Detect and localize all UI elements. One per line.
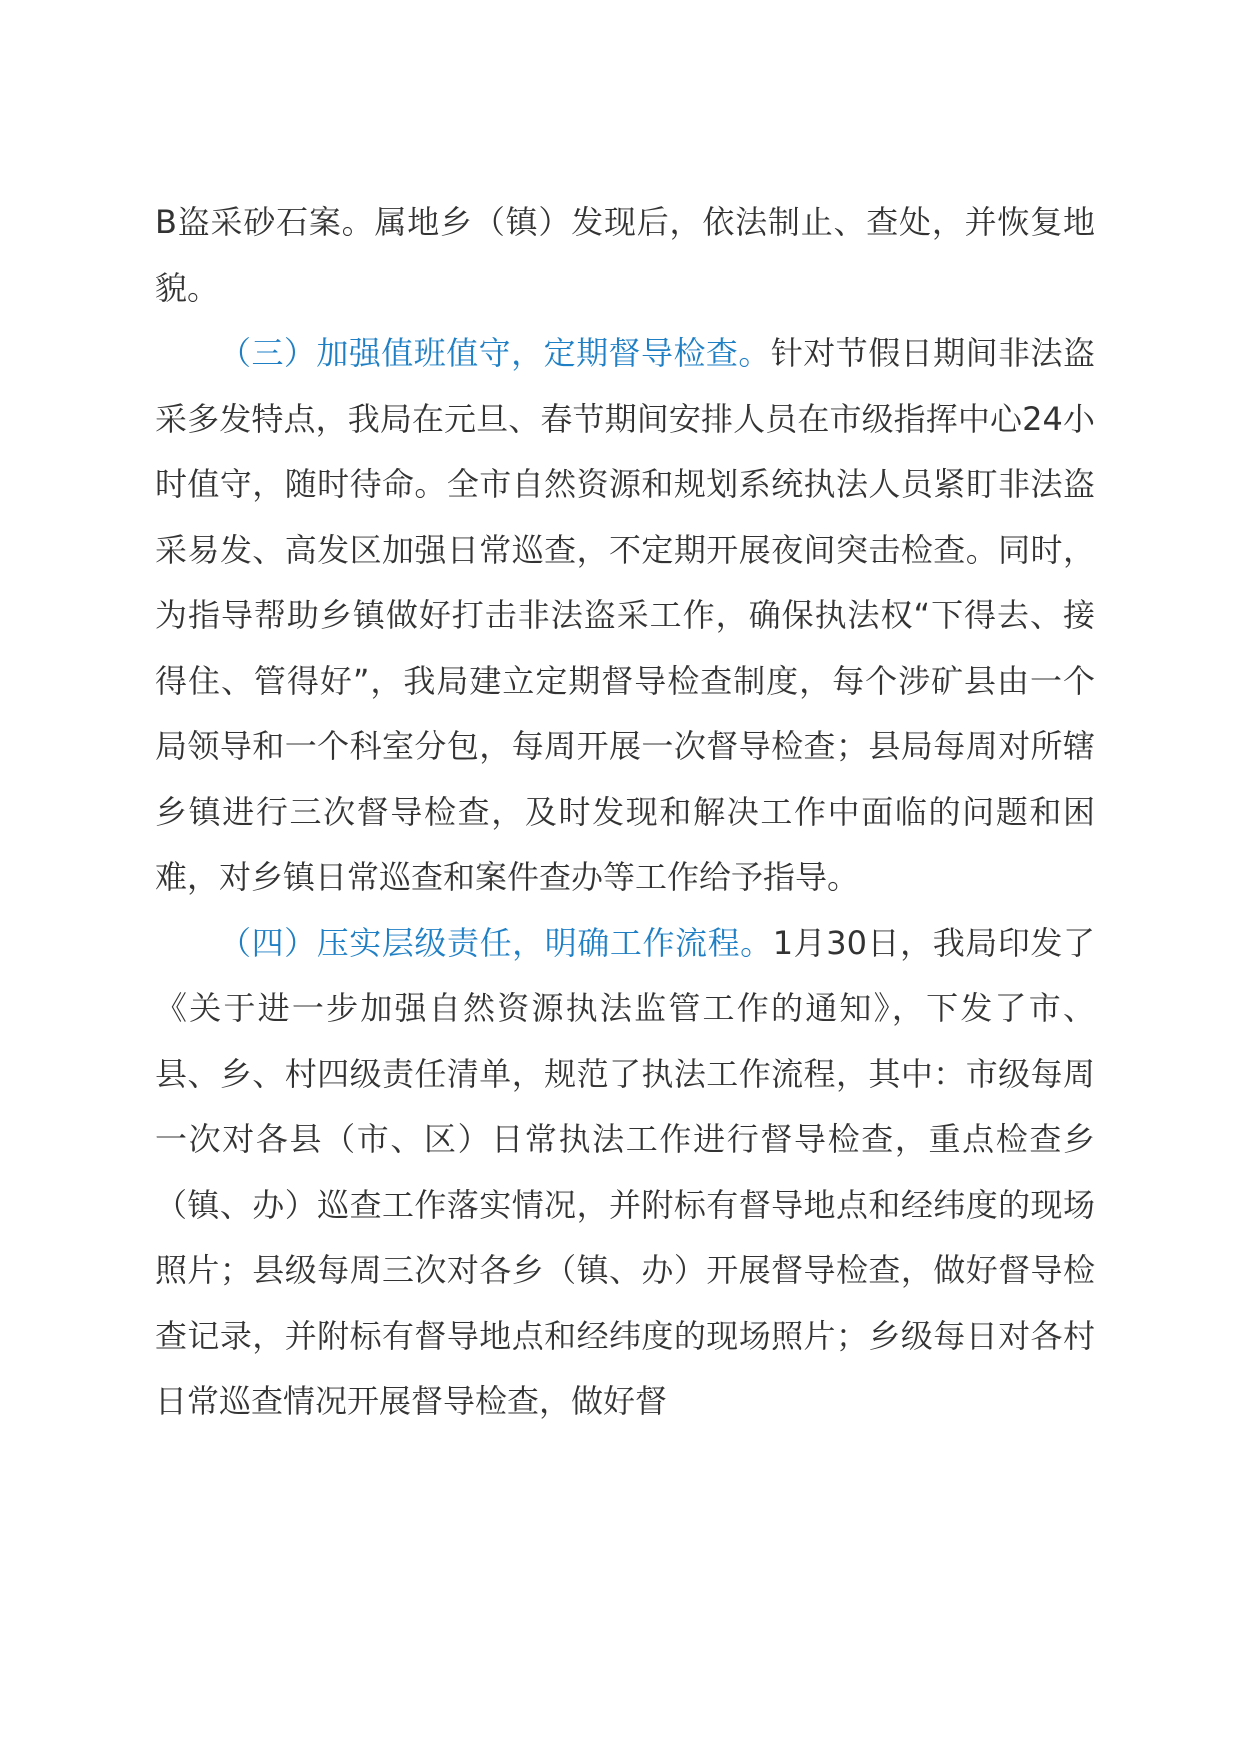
paragraph-3-body: 1月30日，我局印发了《关于进一步加强自然资源执法监管工作的通知》，下发了市、县、乡、村四级责任清单，规范了执法工作流程，其中：市级每周一次对各县（市、区）日常执法工作进行督导检查，重点检查乡（镇、办）巡查工作落实情况，并附标有督导地点和经纬度的现场照片；县级每周三次对各乡（镇、办）开展督导检查，做好督导检查记录，并附标有督导地点和经纬度的现场照片；乡级每日对各村日常巡查情况开展督导检查，做好督 xyxy=(155,923,1095,1420)
paragraph-3 xyxy=(155,911,1095,1435)
paragraph-1 xyxy=(155,190,1095,321)
section-heading-3: （三）加强值班值守，定期督导检查。 xyxy=(219,334,771,372)
document-page xyxy=(155,190,1095,1435)
paragraph-2 xyxy=(155,321,1095,911)
section-heading-4: （四）压实层级责任，明确工作流程。 xyxy=(219,923,773,962)
paragraph-1-body: B盗采砂石案。属地乡（镇）发现后，依法制止、查处，并恢复地貌。 xyxy=(155,203,1095,307)
paragraph-2-body: 针对节假日期间非法盗采多发特点，我局在元旦、春节期间安排人员在市级指挥中心24小时值守，随时待命。全市自然资源和规划系统执法人员紧盯非法盗采易发、高发区加强日常巡查，不定期开展夜间突击检查。同时，为指导帮助乡镇做好打击非法盗采工作，确保执法权“下得去、接得住、管得好”，我局建立定期督导检查制度，每个涉矿县由一个局领导和一个科室分包，每周开展一次督导检查；县局每周对所辖乡镇进行三次督导检查，及时发现和解决工作中面临的问题和困难，对乡镇日常巡查和案件查办等工作给予指导。 xyxy=(155,334,1095,896)
